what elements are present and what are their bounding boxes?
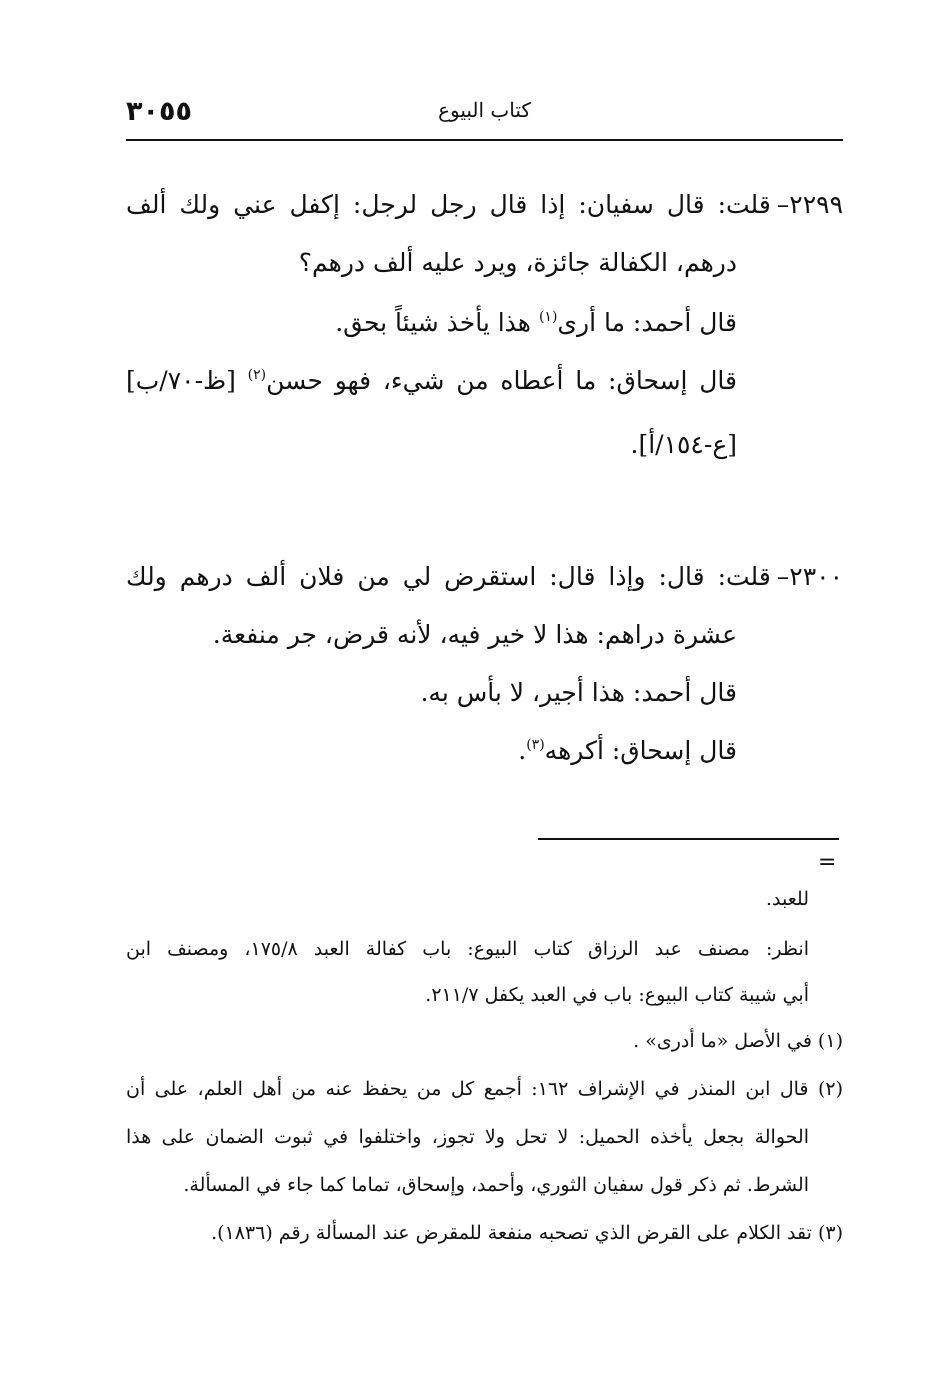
- entry-line: عشرة دراهم: هذا لا خير فيه، لأنه قرض، جر منفعة.: [212, 620, 737, 649]
- folio-marker: [ع-١٥٤/أ].: [630, 430, 737, 459]
- entry-line: [126, 736, 737, 792]
- entry-number: ٢٣٠٠–: [776, 562, 843, 591]
- entry-text: قلت: قال سفيان: إذا قال رجل لرجل: إكفل عني ولك ألف: [126, 190, 771, 219]
- entry-text: قال أحمد: ما أرى: [557, 308, 737, 337]
- footnote-line: (٣) تقد الكلام على القرض الذي تصحبه منفعة للمقرض عند المسألة رقم (١٨٣٦).: [211, 1222, 843, 1244]
- page-number: ٣٠٥٥: [126, 96, 192, 127]
- footnote-continuation-mark: =: [818, 850, 837, 875]
- footnote-rule: [538, 838, 839, 840]
- footnote-line: الحوالة بجعل يأخذه الحميل: لا تحل ولا تجوز، واختلفوا في ثبوت الضمان على هذا: [126, 1126, 809, 1148]
- entry-line: [126, 190, 843, 246]
- entry-line: قال أحمد: هذا أجير، لا بأس به.: [420, 678, 737, 707]
- footnote-ref: (١): [538, 309, 558, 325]
- entry-text: .: [518, 736, 527, 765]
- footnote-ref: (٢): [247, 367, 267, 383]
- entry-text: قلت: قال: وإذا قال: استقرض لي من فلان ألف درهم ولك: [126, 562, 771, 591]
- folio-marker: [ظ-٧٠/ب]: [126, 366, 236, 395]
- entry-text: [248, 366, 737, 395]
- entry-text: قال إسحاق: أكرهه: [544, 736, 737, 765]
- footnote-line: انظر: مصنف عبد الرزاق كتاب البيوع: باب كفالة العبد ١٧٥/٨، ومصنف ابن: [126, 938, 809, 960]
- running-title: كتاب البيوع: [438, 98, 531, 122]
- footnote-line: الشرط. ثم ذكر قول سفيان الثوري، وأحمد، وإسحاق، تماما كما جاء في المسألة.: [183, 1174, 809, 1196]
- entry-number: ٢٢٩٩–: [776, 190, 843, 219]
- page-header: [126, 96, 843, 136]
- footnote-line: (٢) قال ابن المنذر في الإشراف ١٦٢: أجمع كل من يحفظ عنه من أهل العلم، على أن: [126, 1078, 843, 1100]
- footnote-line: (١) في الأصل «ما أدرى» .: [633, 1030, 843, 1052]
- entry-line: درهم، الكفالة جائزة، ويرد عليه ألف درهم؟: [298, 248, 737, 277]
- footnote-ref: (٣): [526, 737, 545, 753]
- entry-text-part: قال إسحاق: ما أعطاه من شيء، فهو حسن: [266, 366, 737, 395]
- entry-line: [126, 366, 737, 422]
- footnote-line: أبي شيبة كتاب البيوع: باب في العبد يكفل ٢١١/٧.: [425, 984, 809, 1006]
- entry-text: هذا يأخذ شيئاً بحق.: [335, 308, 531, 337]
- footnote-line: للعبد.: [766, 888, 809, 910]
- header-rule: [126, 139, 843, 141]
- entry-line: [126, 562, 843, 618]
- entry-line: [126, 308, 737, 364]
